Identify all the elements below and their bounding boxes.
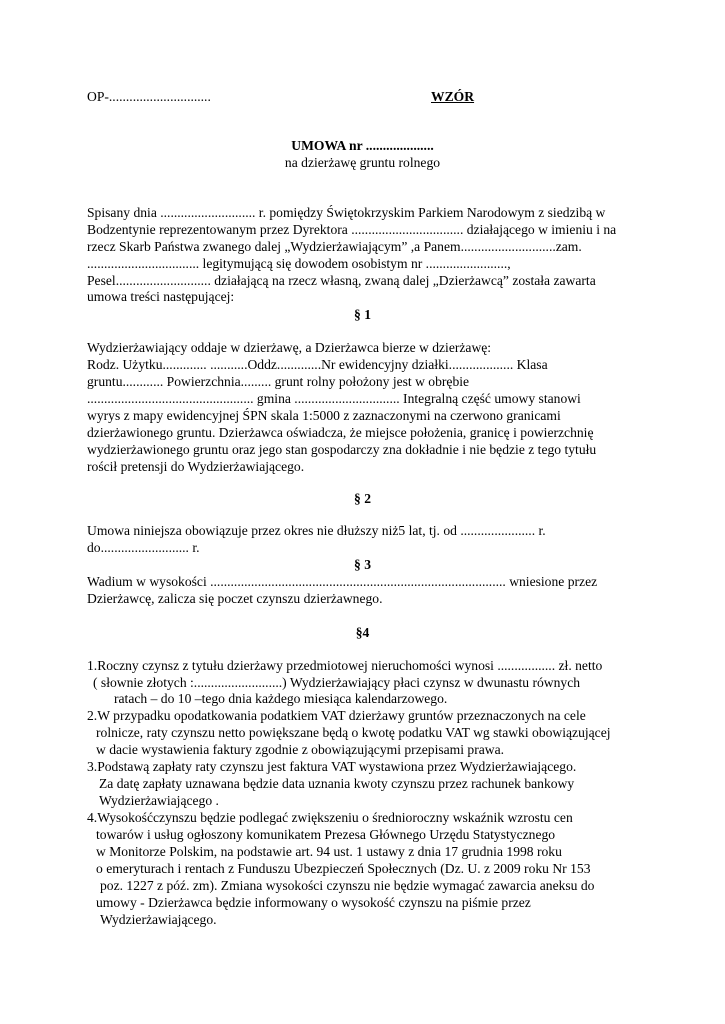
section-1-line: gruntu............ Powierzchnia......... grunt rolny położony jest w obrębie (87, 374, 470, 389)
section-1-heading: § 1 (354, 307, 371, 322)
document-title: UMOWA nr .................... (291, 138, 434, 153)
intro-line: Bodzentynie reprezentowanym przez Dyrektora ................................. działającego w imieniu i na (87, 222, 617, 237)
section-4-line: 4.Wysokośćczynszu będzie podlegać zwiększeniu o średnioroczny wskaźnik wzrostu cen (87, 810, 573, 825)
section-3-heading: § 3 (354, 557, 371, 572)
intro-line: ................................. legitymującą się dowodem osobistym nr ........................, (87, 256, 511, 271)
section-1-line: Wydzierżawiający oddaje w dzierżawę, a Dzierżawca bierze w dzierżawę: (87, 340, 492, 355)
op-number: OP-.............................. (87, 89, 211, 104)
intro-line: Spisany dnia ............................ r. pomiędzy Świętokrzyskim Parkiem Narodowym z siedzibą w (87, 205, 606, 220)
section-1-line: dzierżawionego gruntu. Dzierżawca oświadcza, że miejsce położenia, granicę i powierzchnię (87, 425, 594, 440)
section-2-line: Umowa niniejsza obowiązuje przez okres nie dłuższy niż5 lat, tj. od ...................... r. (87, 523, 546, 538)
section-4-line: rolnicze, raty czynszu netto powiększane będą o kwotę podatku VAT wg stawki obowiązującej (96, 725, 611, 740)
section-4-line: Za datę zapłaty uznawana będzie data uznania kwoty czynszu przez rachunek bankowy (99, 776, 575, 791)
section-4-line: 3.Podstawą zapłaty raty czynszu jest faktura VAT wystawiona przez Wydzierżawiającego. (87, 759, 577, 774)
section-1-line: ................................................. gmina ............................... Integralną część umowy stanowi (87, 391, 581, 406)
section-4-line: poz. 1227 z póź. zm). Zmiana wysokości czynszu nie będzie wymagać zawarcia aneksu do (100, 878, 595, 893)
document-subtitle: na dzierżawę gruntu rolnego (284, 155, 441, 170)
intro-line: Pesel............................ działającą na rzecz własną, zwaną dalej „Dzierżawcą” została zawarta (87, 273, 596, 288)
section-2-heading: § 2 (354, 491, 371, 506)
section-1-line: wydzierżawionego gruntu oraz jego stan gospodarczy zna dokładnie i nie będzie z tego tytułu (87, 442, 597, 457)
section-4-line: ratach – do 10 –tego dnia każdego miesiąca kalendarzowego. (114, 691, 448, 706)
section-1-line: wyrys z mapy ewidencyjnej ŚPN skala 1:5000 z zaznaczonymi na czerwono granicami (87, 408, 561, 423)
section-4-line: o emeryturach i rentach z Funduszu Ubezpieczeń Społecznych (Dz. U. z 2009 roku Nr 153 (96, 861, 591, 876)
section-1-line: Rodz. Użytku............. ...........Oddz.............Nr ewidencyjny działki................... Klasa (87, 357, 548, 372)
section-4-heading: §4 (355, 625, 370, 640)
section-4-line: umowy - Dzierżawca będzie informowany o wysokość czynszu na piśmie przez (96, 895, 531, 910)
section-4-line: ( słownie złotych :..........................) Wydzierżawiający płaci czynsz w dwunastu równych (93, 675, 581, 690)
section-2-line: do.......................... r. (87, 540, 200, 555)
section-4-line: towarów i usług ogłoszony komunikatem Prezesa Głównego Urzędu Statystycznego (96, 827, 556, 842)
section-4-line: Wydzierżawiającego . (99, 793, 219, 808)
section-4-line: w dacie wystawienia faktury zgodnie z obowiązującymi przepisami prawa. (96, 742, 505, 757)
wzor-label: WZÓR (431, 89, 475, 104)
section-3-line: Dzierżawcę, zalicza się poczet czynszu dzierżawnego. (87, 591, 383, 606)
intro-line: rzecz Skarb Państwa zwanego dalej „Wydzierżawiającym” ,a Panem............................zam. (87, 239, 582, 254)
section-4-line: 2.W przypadku opodatkowania podatkiem VAT dzierżawy gruntów przeznaczonych na cele (87, 708, 586, 723)
section-1-line: rościł pretensji do Wydzierżawiającego. (87, 459, 305, 474)
section-4-line: Wydzierżawiającego. (100, 912, 217, 927)
intro-line: umowa treści następującej: (87, 289, 235, 304)
section-4-line: w Monitorze Polskim, na podstawie art. 94 ust. 1 ustawy z dnia 17 grudnia 1998 roku (96, 844, 562, 859)
section-3-line: Wadium w wysokości ....................................................................................... wniesione przez (87, 574, 598, 589)
section-4-line: 1.Roczny czynsz z tytułu dzierżawy przedmiotowej nieruchomości wynosi ................. zł. netto (87, 658, 603, 673)
